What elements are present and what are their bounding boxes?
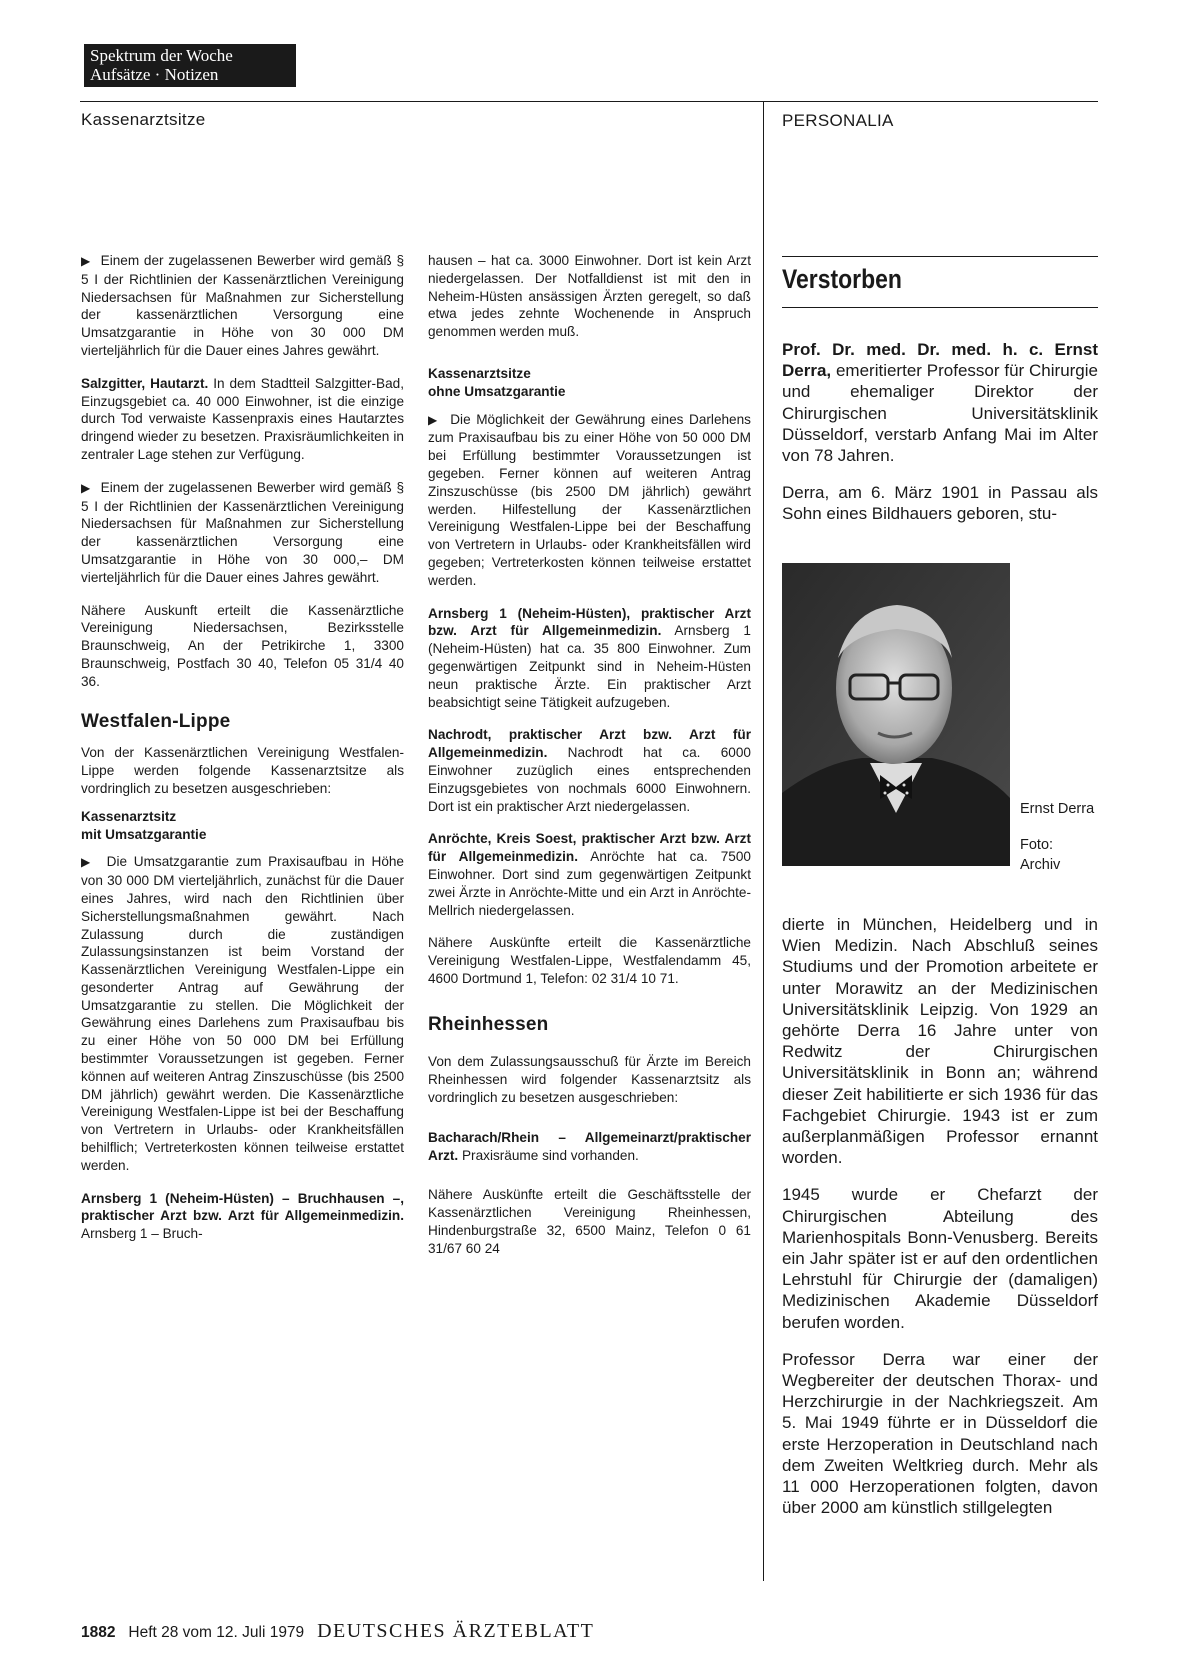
portrait-photo [782, 563, 1010, 866]
photo-caption-foto: Foto: [1020, 837, 1054, 853]
paragraph: Nähere Auskünfte erteilt die Geschäftsstelle der Kassenärztlichen Vereinigung Rheinhessen, Hindenburgstraße 32, 6500 Mainz, Telefon 0 61 31/67 60 24 [428, 1187, 751, 1256]
arrow-bullet-icon: ▶ [428, 412, 440, 427]
paragraph: hausen – hat ca. 3000 Einwohner. Dort ist kein Arzt niedergelassen. Der Notfalldienst ist mit den in Neheim-Hüsten ansässigen Ärzten geregelt, so daß etwa jedes zehnte Wochenende in Anspruch genommen werden muß. [428, 253, 751, 340]
verstorben-bottom-rule [782, 307, 1098, 308]
header-rule [80, 101, 1098, 102]
column-divider [763, 101, 764, 1581]
paragraph: Nähere Auskünfte erteilt die Kassenärztliche Vereinigung Westfalen-Lippe, Westfalendamm 45, 4600 Dortmund 1, Telefon: 02 31/4 10 71. [428, 935, 751, 986]
column-1 [81, 252, 404, 1258]
masthead-line-1: Spektrum der Woche [90, 46, 233, 65]
obituary-body [782, 914, 1098, 1534]
subheading: Kassenarztsitz mit Umsatzgarantie [81, 808, 207, 842]
paragraph: ▶ Einem der zugelassenen Bewerber wird gemäß § 5 I der Richtlinien der Kassenärztlichen Vereinigung Niedersachsen für Maßnahmen zur Sicherstellung der kassenärztlichen Versorgung eine Umsatzgarantie in Höhe von 30 000 DM vierteljährlich für die Dauer eines Jahres gewährt. [81, 253, 405, 358]
section-header-personalia: PERSONALIA [782, 111, 894, 130]
section-title-rheinhessen: Rheinhessen [428, 1013, 549, 1035]
paragraph: dierte in München, Heidelberg und in Wien Medizin. Nach Abschluß seines Studiums und der Promotion arbeitete er unter Morawitz an der Medizinischen Universitätsklinik Leipzig. Von 1929 an gehörte Derra 16 Jahre unter von Redwitz der Chirurgischen Universitätsklinik in Bonn an; während dieser Zeit habilitierte er sich 1936 für das Fachgebiet Chirurgie. 1943 ist er zum außerplanmäßigen Professor ernannt worden. [782, 915, 1098, 1168]
page-footer [81, 1620, 594, 1643]
paragraph: Von dem Zulassungsausschuß für Ärzte im Bereich Rheinhessen wird folgender Kassenarztsitz als vordringlich zu besetzen ausgeschrieben: [428, 1054, 751, 1106]
column-2 [428, 252, 751, 1273]
masthead-line-2: Aufsätze · Notizen [90, 65, 219, 84]
photo-caption-archiv: Archiv [1020, 857, 1061, 873]
magazine-name: DEUTSCHES ÄRZTEBLATT [317, 1620, 595, 1642]
paragraph: ▶ Die Umsatzgarantie zum Praxisaufbau in Höhe von 30 000 DM vierteljährlich, zunächst für die Dauer eines Jahres, wird nach den Richtlinien über Sicherstellungsmaßnahmen gewährt. Nach Zulassung durch die zuständigen Zulassungsinstanzen ist beim Vorstand der Kassenärztlichen Vereinigung Westfalen-Lippe ein gesonderter Antrag auf Gewährung der Umsatzgarantie zu stellen. Die Möglichkeit der Gewährung eines Darlehens zum Praxisaufbau bis zu einer Höhe von 50 000 DM bei Erfüllung bestimmter Voraussetzungen ist gegeben. Ferner können auf weiteren Antrag Zinszuschüsse (bis 2500 DM jährlich) gewährt werden. Die Kassenärztliche Vereinigung Westfalen-Lippe ist bei der Beschaffung von Vertretern in Urlaubs- oder Krankheitsfällen behilflich; Vertreterkosten können teilweise erstattet werden. [81, 854, 404, 1173]
obituary-intro [782, 339, 1098, 541]
paragraph: Anröchte, Kreis Soest, praktischer Arzt bzw. Arzt für Allgemeinmedizin. Anröchte hat ca. 7500 Einwohner. Dort sind zum gegenwärtigen Zeitpunkt zwei Ärzte in Anröchte-Mitte und ein Arzt in Anröchte-Mellrich niedergelassen. [428, 831, 751, 918]
arrow-bullet-icon: ▶ [81, 855, 94, 870]
paragraph: Salzgitter, Hautarzt. In dem Stadtteil Salzgitter-Bad, Einzugsgebiet ca. 40 000 Einwohner, ist die einzige durch Tod verwaiste Kassenpraxis eines Hautarztes dringend wieder zu besetzen. Praxisräumlichkeiten in zentraler Lage stehen zur Verfügung. [81, 375, 404, 462]
masthead-badge [84, 44, 296, 87]
paragraph: Nähere Auskunft erteilt die Kassenärztliche Vereinigung Niedersachsen, Bezirksstelle Braunschweig, An der Petrikirche 1, 3300 Braunschweig, Postfach 30 40, Telefon 05 31/4 40 36. [81, 602, 404, 689]
paragraph: ▶ Die Möglichkeit der Gewährung eines Darlehens zum Praxisaufbau bis zu einer Höhe von 50 000 DM bei Erfüllung bestimmter Voraussetzungen ist gegeben. Ferner können auf weiteren Antrag Zinszuschüsse (bis 2500 DM jährlich) gewährt werden. Hilfestellung der Kassenärztlichen Vereinigung Westfalen-Lippe bei der Beschaffung von Vertretern in Urlaubs- oder Krankheitsfällen wird gegeben; Vertreterkosten können teilweise erstattet werden. [428, 411, 751, 588]
subheading: Kassenarztsitze ohne Umsatzgarantie [428, 365, 566, 399]
arrow-bullet-icon: ▶ [81, 480, 92, 495]
paragraph: Nachrodt, praktischer Arzt bzw. Arzt für Allgemeinmedizin. Nachrodt hat ca. 6000 Einwohner zuzüglich eines entsprechenden Einzugsgebietes von nochmals 6000 Einwohnern. Dort ist ein praktischer Arzt niedergelassen. [428, 727, 751, 814]
paragraph: 1945 wurde er Chefarzt der Chirurgischen Abteilung des Marienhospitals Bonn-Venusberg. Bereits ein Jahr später ist er auf den ordentlichen Lehrstuhl für Chirurgie der (damaligen) Medizinischen Akademie Düsseldorf berufen worden. [782, 1185, 1098, 1332]
photo-caption-name: Ernst Derra [1020, 801, 1095, 817]
issue-info: Heft 28 vom 12. Juli 1979 [128, 1624, 305, 1641]
paragraph: Arnsberg 1 (Neheim-Hüsten) – Bruchhausen –, praktischer Arzt bzw. Arzt für Allgemeinmedizin. Arnsberg 1 – Bruch- [81, 1190, 404, 1242]
section-title-westfalen-lippe: Westfalen-Lippe [81, 710, 231, 732]
paragraph: Derra, am 6. März 1901 in Passau als Sohn eines Bildhauers geboren, stu- [782, 483, 1098, 524]
arrow-bullet-icon: ▶ [81, 254, 92, 268]
verstorben-top-rule [782, 256, 1098, 257]
paragraph: Arnsberg 1 (Neheim-Hüsten), praktischer Arzt bzw. Arzt für Allgemeinmedizin. Arnsberg 1 (Neheim-Hüsten) hat ca. 35 800 Einwohner. Zum gegenwärtigen Zeitpunkt sind in Neheim-Hüsten neun praktische Ärzte. Ein praktischer Arzt beabsichtigt seine Tätigkeit aufzugeben. [428, 605, 751, 710]
page-number: 1882 [81, 1624, 116, 1641]
portrait-ernst-derra-icon [782, 563, 1010, 866]
heading-verstorben: Verstorben [782, 264, 902, 294]
paragraph: Professor Derra war einer der Wegbereiter der deutschen Thorax- und Herzchirurgie in der Nachkriegszeit. Am 5. Mai 1949 führte er in Düsseldorf die erste Herzoperation in Deutschland nach dem Zweiten Weltkrieg durch. Mehr als 11 000 Herzoperationen folgten, davon über 2000 am künstlich stillgelegten [782, 1349, 1098, 1518]
paragraph: Bacharach/Rhein – Allgemeinarzt/praktischer Arzt. Praxisräume sind vorhanden. [428, 1129, 751, 1163]
paragraph: ▶ Einem der zugelassenen Bewerber wird gemäß § 5 I der Richtlinien der Kassenärztlichen Vereinigung Niedersachsen für Maßnahmen zur Sicherstellung der kassenärztlichen Versorgung eine Umsatzgarantie in Höhe von 30 000,– DM vierteljährlich für die Dauer eines Jahres gewährt. [81, 479, 405, 585]
paragraph: Prof. Dr. med. Dr. med. h. c. Ernst Derra, emeritierter Professor für Chirurgie und ehemaliger Direktor der Chirurgischen Universitätsklinik Düsseldorf, verstarb Anfang Mai im Alter von 78 Jahren. [782, 340, 1098, 466]
paragraph: Von der Kassenärztlichen Vereinigung Westfalen-Lippe werden folgende Kassenarztsitze als vordringlich zu besetzen ausgeschrieben: [81, 745, 404, 796]
section-header-kassenarztsitze: Kassenarztsitze [81, 110, 206, 129]
